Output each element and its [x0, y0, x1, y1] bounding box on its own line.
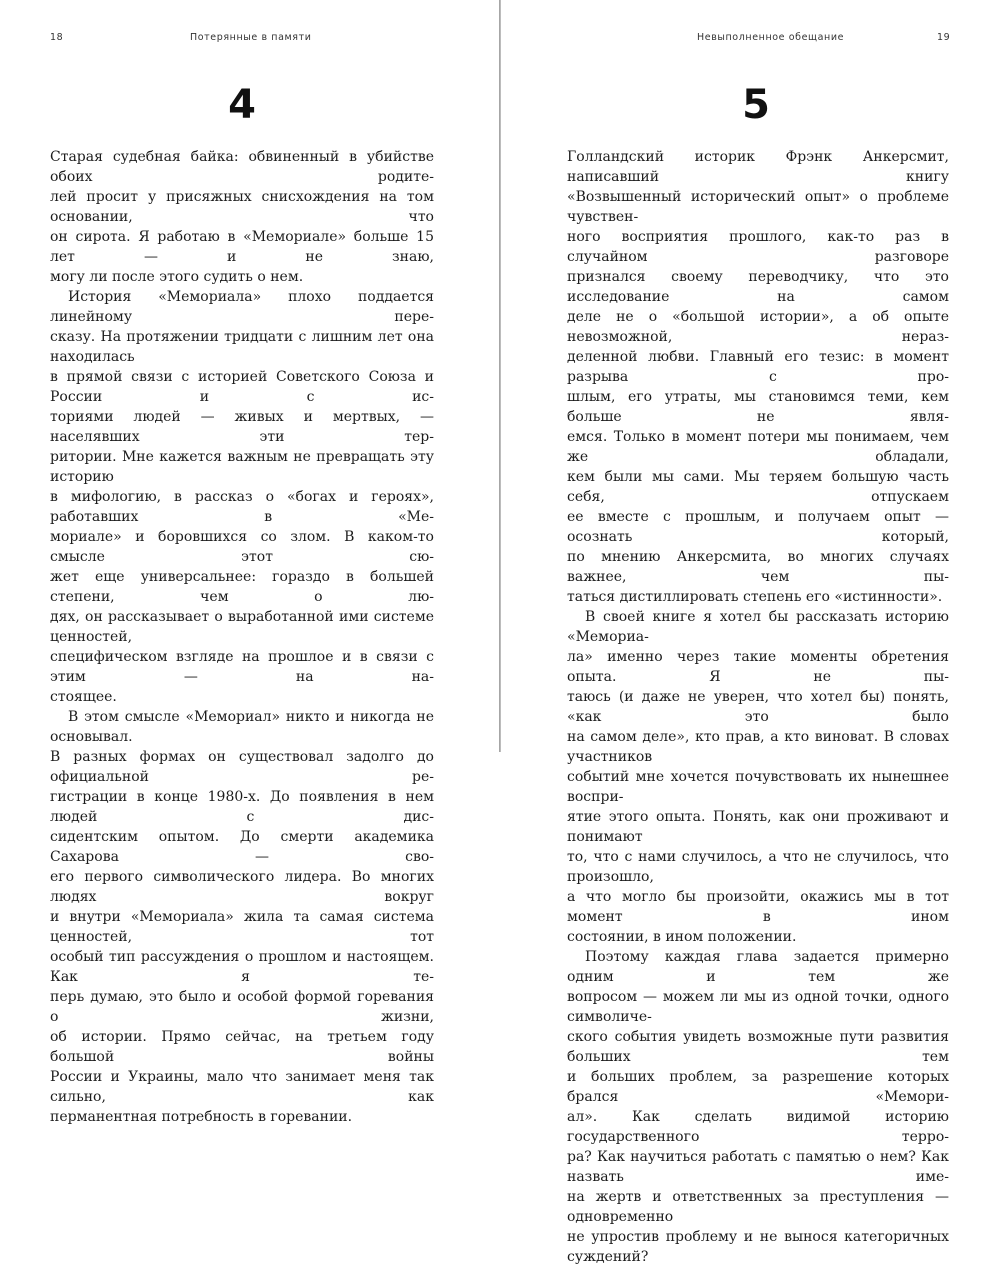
text-line: вопросом — можем ли мы из одной точки, одного символиче-: [567, 989, 949, 1025]
right-chapter-number: 5: [742, 82, 770, 128]
text-line: Голландский историк Фрэнк Анкерсмит, написавший книгу: [567, 149, 949, 185]
text-line: ла» именно через такие моменты обретения опыта. Я не пы-: [567, 649, 949, 685]
text-line: об истории. Прямо сейчас, на третьем году большой войны: [50, 1029, 434, 1065]
text-line: состоянии, в ином положении.: [567, 929, 797, 945]
text-line: мориале» и боровшихся со злом. В каком-то смысле этот сю-: [50, 529, 434, 565]
text-line: шлым, его утраты, мы становимся теми, кем больше не явля-: [567, 389, 949, 425]
text-line: ского события увидеть возможные пути развития больших тем: [567, 1029, 949, 1065]
text-line: В разных формах он существовал задолго до официальной ре-: [50, 749, 434, 785]
text-line: деле не о «большой истории», а об опыте невозможной, нераз-: [567, 309, 949, 345]
right-folio: 19: [937, 32, 951, 43]
right-body-text: [567, 147, 949, 1267]
text-line: ал». Как сделать видимой историю государственного терро-: [567, 1109, 949, 1145]
left-running-head: Потерянные в памяти: [190, 32, 312, 43]
text-line: и больших проблем, за разрешение которых брался «Мемори-: [567, 1069, 949, 1105]
text-line: а что могло бы произойти, окажись мы в тот момент в ином: [567, 889, 949, 925]
text-line: В своей книге я хотел бы рассказать историю «Мемориа-: [567, 609, 949, 645]
text-line: он сирота. Я работаю в «Мемориале» больше 15 лет — и не знаю,: [50, 229, 434, 265]
left-body-text: [50, 147, 434, 1127]
text-line: ториями людей — живых и мертвых, — населявших эти тер-: [50, 409, 434, 445]
text-line: могу ли после этого судить о нем.: [50, 269, 304, 285]
text-line: ее вместе с прошлым, и получаем опыт — осознать который,: [567, 509, 949, 545]
text-line: по мнению Анкерсмита, во многих случаях важнее, чем пы-: [567, 549, 949, 585]
right-page: [501, 0, 1000, 1265]
left-chapter-number: 4: [228, 82, 256, 128]
text-line: перь думаю, это было и особой формой горевания о жизни,: [50, 989, 434, 1025]
text-line: дях, он рассказывает о выработанной ими системе ценностей,: [50, 609, 434, 645]
text-line: таться дистиллировать степень его «истинности».: [567, 589, 943, 605]
text-line: деленной любви. Главный его тезис: в момент разрыва с про-: [567, 349, 949, 385]
text-line: на жертв и ответственных за преступления — одновременно: [567, 1189, 949, 1225]
text-line: на самом деле», кто прав, а кто виноват. В словах участников: [567, 729, 949, 765]
text-line: сидентским опытом. До смерти академика Сахарова — сво-: [50, 829, 434, 865]
text-line: в прямой связи с историей Советского Союза и России и с ис-: [50, 369, 434, 405]
text-line: и внутри «Мемориала» жила та самая система ценностей, тот: [50, 909, 434, 945]
text-line: событий мне хочется почувствовать их нынешнее воспри-: [567, 769, 949, 805]
left-page: [0, 0, 499, 1125]
text-line: В этом смысле «Мемориал» никто и никогда не основывал.: [50, 709, 434, 745]
text-line: стоящее.: [50, 689, 117, 705]
text-line: Старая судебная байка: обвиненный в убийстве обоих родите-: [50, 149, 434, 185]
text-line: жет еще универсальнее: гораздо в большей степени, чем о лю-: [50, 569, 434, 605]
text-line: сказу. На протяжении тридцати с лишним лет она находилась: [50, 329, 434, 365]
text-line: ра? Как научиться работать с памятью о нем? Как назвать име-: [567, 1149, 949, 1185]
text-line: то, что с нами случилось, а что не случилось, что произошло,: [567, 849, 949, 885]
text-line: перманентная потребность в горевании.: [50, 1109, 353, 1125]
text-line: ного восприятия прошлого, как-то раз в случайном разговоре: [567, 229, 949, 265]
text-line: его первого символического лидера. Во многих людях вокруг: [50, 869, 434, 905]
text-line: История «Мемориала» плохо поддается линейному пере-: [50, 289, 434, 325]
text-line: лей просит у присяжных снисхождения на том основании, что: [50, 189, 434, 225]
left-folio: 18: [50, 32, 64, 43]
text-line: кем были мы сами. Мы теряем большую часть себя, отпускаем: [567, 469, 949, 505]
text-line: ритории. Мне кажется важным не превращать эту историю: [50, 449, 434, 485]
text-line: в мифологию, в рассказ о «богах и героях», работавших в «Ме-: [50, 489, 434, 525]
text-line: таюсь (и даже не уверен, что хотел бы) понять, «как это было: [567, 689, 949, 725]
text-line: емся. Только в момент потери мы понимаем, чем же обладали,: [567, 429, 949, 465]
text-line: гистрации в конце 1980-х. До появления в нем людей с дис-: [50, 789, 434, 825]
text-line: «Возвышенный исторический опыт» о проблеме чувствен-: [567, 189, 949, 225]
text-line: специфическом взгляде на прошлое и в связи с этим — на на-: [50, 649, 434, 685]
text-line: Поэтому каждая глава задается примерно одним и тем же: [567, 949, 949, 985]
text-line: не упростив проблему и не вынося категоричных суждений?: [567, 1229, 949, 1265]
text-line: России и Украины, мало что занимает меня так сильно, как: [50, 1069, 434, 1105]
right-running-head: Невыполненное обещание: [697, 32, 845, 43]
text-line: признался своему переводчику, что это исследование на самом: [567, 269, 949, 305]
text-line: особый тип рассуждения о прошлом и настоящем. Как я те-: [50, 949, 434, 985]
text-line: ятие этого опыта. Понять, как они проживают и понимают: [567, 809, 949, 845]
